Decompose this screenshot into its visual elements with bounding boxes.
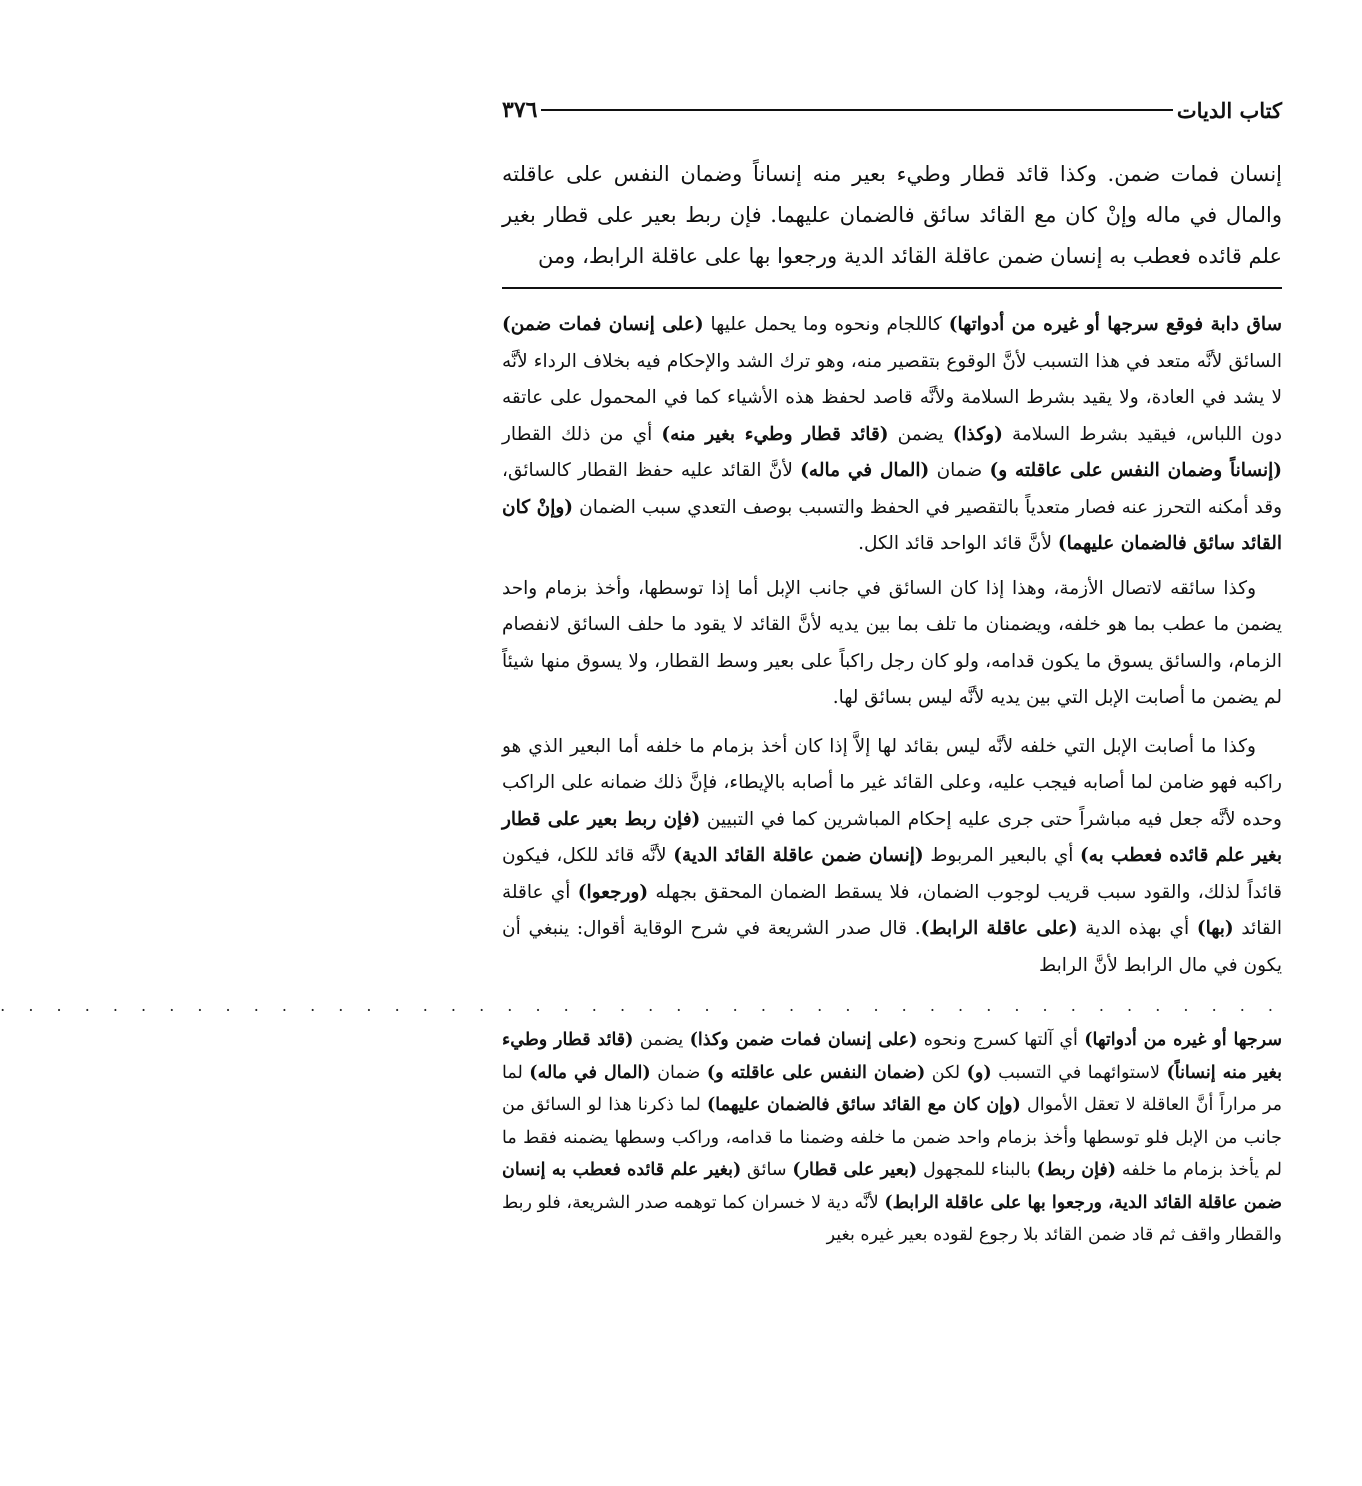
bold-phrase: (إنسان ضمن عاقلة القائد الدية) [673,845,924,866]
text-run: ضمان [650,1062,707,1083]
bold-phrase: (بها) [1196,918,1234,939]
text-run: أي بالبعير المربوط [923,845,1080,866]
text-run: أي بهذه الدية [1077,918,1197,939]
text-run: لما ذكرنا هذا لو السائق من جانب من الإبل فلو توسطها وأخذ بزمام واحد ضمن ما خلفه وضمنا ما قدامه، وراكب وسطها يضمنه فقط ما لم يأخذ بزمام ما خلفه [502,1095,1282,1180]
text-run: لأنَّ قائد الواحد قائد الكل. [858,533,1058,554]
gloss-text [502,1024,1282,1252]
text-run: السائق لأنَّه متعد في هذا التسبب لأنَّ الوقوع بتقصير منه، وهو ترك الشد والإحكام فيه بخلاف الرداء لأنَّه لا يشد في العادة، ولا يقيد بشرط السلامة ولأنَّه قاصد لحفظ هذه الأشياء كما في المحمول على عاتقه دون اللباس، فيقيد بشرط السلامة [502,350,1283,445]
text-run: لما مر مراراً أنَّ العاقلة لا تعقل الأموال [502,1062,1283,1115]
dotted-separator: . . . . . . . . . . . . . . . . . . . . . . . . . . . . . . . . . . . . . . . . . . . . . . [0,996,1282,1015]
bold-phrase: (المال في ماله) [529,1062,651,1083]
text-run: لأنَّ القائد عليه حفظ القطار كالسائق، وقد أمكنه التحرز عنه فصار متعدياً بالتقصير في الحفظ والتسبب بوصف التعدي سبب الضمان [502,460,1282,518]
text-run: أي من ذلك القطار [502,423,662,445]
page-header [502,92,1282,128]
commentary-paragraph-3 [502,729,1282,985]
text-run: . قال صدر الشريعة في شرح الوقاية أقوال: ينبغي أن يكون في مال الرابط لأنَّ الرابط [502,918,1282,976]
bold-phrase: (وإنْ كان القائد سائق فالضمان عليهما) [502,496,1282,554]
commentary [502,307,1282,984]
text-run: ضمان [929,460,990,481]
bold-phrase: (إنساناً وضمان النفس على عاقلته و) [989,460,1282,481]
bold-phrase: (المال في ماله) [800,460,930,481]
bold-phrase: (و) [966,1062,992,1083]
section-separator [502,287,1282,289]
text-run: بالبناء للمجهول [917,1160,1037,1180]
bold-phrase: (وكذا) [952,423,1003,445]
text-run: يضمن [888,423,953,445]
commentary-paragraph-1 [502,307,1282,563]
bold-phrase: ساق دابة فوقع سرجها أو غيره من أدواتها) [948,314,1282,335]
text-run: كاللجام ونحوه وما يحمل عليها [703,314,949,335]
bold-phrase: (ضمان النفس على عاقلته و) [706,1062,926,1083]
header-rule [541,109,1172,111]
bold-phrase: (فإن ربط) [1036,1160,1117,1180]
bold-phrase: (على إنسان فمات ضمن) [502,314,704,335]
bold-phrase: (فإن ربط بعير على قطار بغير علم قائده فعطب به) [502,808,1282,866]
text-run: وكذا ما أصابت الإبل التي خلفه لأنَّه ليس بقائد لها إلاَّ إذا كان أخذ بزمام ما خلفه أما البعير الذي هو راكبه فهو ضامن لما أصابه فيجب عليه، وعلى القائد غير ما أصابه بالإيطاء، فإنَّ ذلك ضمانه على الراكب وحده لأنَّه جعل فيه مباشراً حتى جرى عليه إحكام المباشرين كما في التبيين [502,735,1282,830]
bold-phrase: (بعير على قطار) [792,1160,918,1180]
bold-phrase: (قائد قطار وطيء بغير منه إنساناً) [502,1030,1282,1083]
text-run: لأنَّه قائد للكل، فيكون قائداً لذلك، والقود سبب قريب لوجوب الضمان، فلا يسقط الضمان المحقق بجهله [502,845,1282,903]
text-run: لأنَّه دية لا خسران كما توهمه صدر الشريعة، فلو ربط والقطار واقف ثم قاد ضمن القائد بلا رجوع لقوده بعير غيره بغير [502,1192,1282,1245]
main-text-paragraph: إنسان فمات ضمن. وكذا قائد قطار وطيء بعير منه إنساناً وضمان النفس على عاقلته والمال في ماله وإنْ كان مع القائد سائق فالضمان عليهما. فإن ربط بعير على قطار بغير علم قائده فعطب به إنسان ضمن عاقلة القائد الدية ورجعوا بها على عاقلة الرابط، ومن [502,162,1282,268]
page-number: ٣٧٦ [502,97,538,123]
gloss-paragraph [502,1024,1282,1252]
main-text [502,154,1282,277]
text-run: أي آلتها كسرج ونحوه [917,1030,1085,1050]
bold-phrase: (بغير علم قائده فعطب به إنسان ضمن عاقلة القائد الدية، ورجعوا بها على عاقلة الرابط) [502,1160,1282,1213]
bold-phrase: (على إنسان فمات ضمن وكذا) [689,1030,918,1050]
book-title: كتاب الديات [1176,97,1282,123]
text-run: لاستوائهما في التسبب [991,1062,1167,1083]
text-run: سائق [741,1160,793,1180]
text-run: لكن [925,1062,967,1083]
bold-phrase: (وإن كان مع القائد سائق فالضمان عليهما) [707,1095,1021,1115]
bold-phrase: سرجها أو غيره من أدواتها) [1084,1030,1283,1050]
commentary-paragraph-2: وكذا سائقه لاتصال الأزمة، وهذا إذا كان السائق في جانب الإبل أما إذا توسطها، وأخذ بزمام واحد يضمن ما عطب بما هو خلفه، ويضمنان ما تلف بما بين يديه لأنَّ القائد لا يقود ما حلف السائق لانفصام الزمام، والسائق يسوق ما يكون قدامه، ولو كان رجل راكباً على بعير وسط القطار، ولا يسوق منها شيئاً لم يضمن ما أصابت الإبل التي بين يديه لأنَّه ليس بسائق لها. [502,577,1282,708]
text-run: أي عاقلة القائد [502,881,1282,939]
text-run: يضمن [633,1030,690,1050]
bold-phrase: (قائد قطار وطيء بغير منه) [661,423,889,445]
bold-phrase: (على عاقلة الرابط) [920,918,1078,939]
bold-phrase: (ورجعوا) [577,881,649,903]
